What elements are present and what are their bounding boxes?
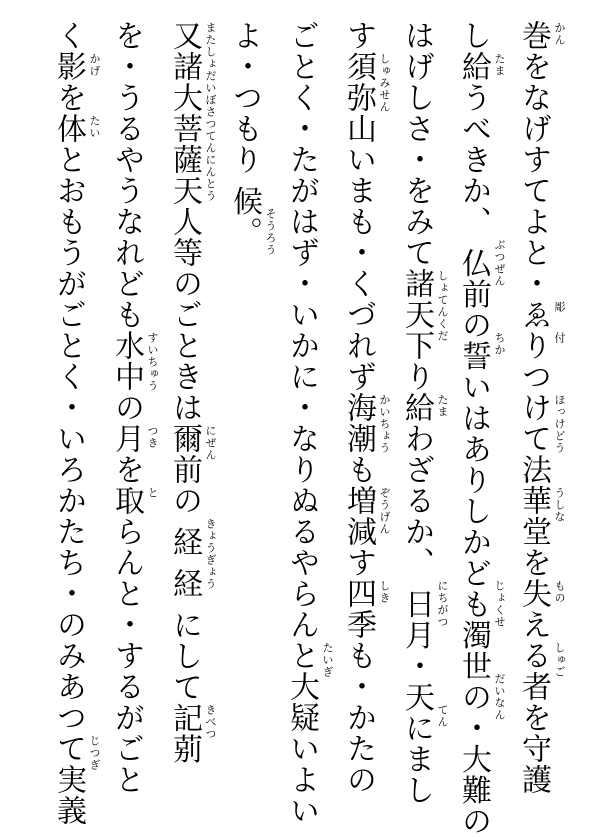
- text-column: [108, 20, 159, 795]
- furigana: にちがつ: [436, 580, 449, 628]
- furigana: たい: [88, 115, 101, 139]
- text-column: [455, 20, 506, 837]
- text-column: [283, 20, 334, 826]
- furigana: しゅご: [553, 642, 566, 678]
- text-column: [166, 20, 216, 790]
- furigana: かげ: [88, 53, 101, 77]
- furigana: じょくせ: [493, 580, 506, 628]
- furigana: たま: [493, 53, 506, 77]
- column-text: を・うるやうなれども水中の月を取らんと・するがごと: [109, 20, 144, 795]
- furigana: たま: [436, 394, 449, 418]
- furigana: きょうぎょう: [204, 518, 217, 590]
- furigana: かん: [553, 22, 566, 46]
- furigana: じつぎ: [88, 735, 101, 771]
- column-text: 巻をなげすてよと・ゑりつけて法華堂を失える者を守護: [516, 20, 551, 795]
- text-column: [340, 20, 391, 795]
- furigana: もの: [553, 580, 566, 604]
- column-text: く影を体とおもうがごとく・いろかたち・のみあつて実義: [51, 20, 86, 826]
- furigana: きべつ: [204, 704, 217, 740]
- column-text: 又諸大菩薩天人等のごときは爾前の 経 経 にして記莂: [167, 20, 202, 765]
- furigana: ぞうげん: [378, 487, 391, 535]
- text-column: [226, 20, 276, 790]
- furigana: かいちょう: [378, 394, 391, 454]
- furigana: そうろう: [264, 208, 277, 256]
- furigana: にぜん: [204, 425, 217, 461]
- furigana: 彫: [553, 301, 566, 313]
- furigana: うしな: [553, 487, 566, 523]
- furigana: ちか: [493, 332, 506, 356]
- text-column: [50, 20, 101, 826]
- column-text: よ・つもり 候。: [227, 20, 262, 248]
- furigana: たいぎ: [321, 642, 334, 678]
- furigana: つき: [146, 425, 159, 449]
- furigana: てん: [436, 704, 449, 728]
- furigana: すいちゅう: [146, 332, 159, 392]
- furigana: しゅみせん: [378, 53, 391, 113]
- text-column: [398, 20, 449, 806]
- furigana: と: [146, 487, 159, 499]
- column-text: はげしさ・をみて諸天下り給わざるか、 日月・天にまし: [399, 20, 434, 806]
- column-text: し給うべきか、 仏前の誓いはありしかども濁世の・大難の: [456, 20, 491, 837]
- column-text: す須弥山いまも・くづれず海潮も増減す四季も・かたの: [341, 20, 376, 795]
- furigana: しょてんくだ: [436, 270, 449, 342]
- furigana: ほっけどう: [553, 394, 566, 454]
- furigana: 付: [553, 332, 566, 344]
- furigana: またしょだいぼさつてんにんとう: [204, 22, 217, 202]
- text-column: [515, 20, 566, 795]
- furigana: だいなん: [493, 673, 506, 721]
- furigana: しき: [378, 580, 391, 604]
- furigana: ぶつぜん: [493, 239, 506, 287]
- column-text: ごとく・たがはず・いかに・なりぬるやらんと大疑いよい: [284, 20, 319, 826]
